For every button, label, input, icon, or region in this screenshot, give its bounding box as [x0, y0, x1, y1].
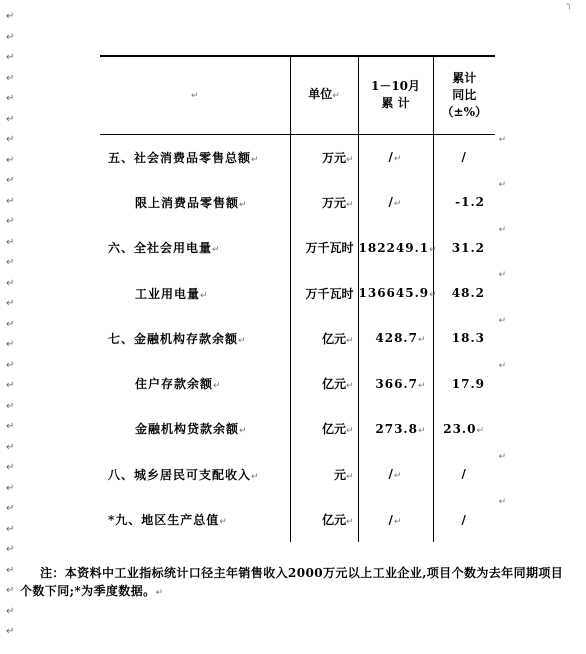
table-row	[100, 406, 495, 451]
row-unit: 万千瓦时	[290, 270, 358, 315]
row-name: 住户存款余额↵	[135, 377, 222, 392]
table-row	[100, 134, 495, 180]
row-name: 八、城乡居民可支配收入↵	[108, 467, 260, 482]
table-row	[100, 361, 495, 406]
table-header-row	[100, 56, 495, 134]
footnote-text: 注：本资料中工业指标统计口径主年销售收入2000万元以上工业企业,项目个数为去年同期项目个数下同;*为季度数据。	[20, 566, 564, 598]
row-cumulative: 366.7↵	[358, 361, 433, 406]
paragraph-mark-icon: ↵	[6, 216, 15, 227]
paragraph-mark-icon: ↵	[6, 482, 15, 494]
row-name: 七、金融机构存款余额↵	[108, 331, 247, 346]
row-unit: 万千瓦时	[290, 225, 358, 270]
row-cumulative: /↵	[358, 180, 433, 225]
table-row	[100, 225, 495, 270]
paragraph-mark-icon: ↵	[6, 31, 15, 43]
header-yoy-line2: 同比	[452, 87, 477, 102]
paragraph-mark-icon: ↵	[6, 544, 15, 555]
paragraph-mark-icon: ↵	[6, 134, 15, 145]
row-unit: 亿元↵	[290, 361, 358, 406]
footnote	[20, 564, 570, 602]
header-item: ↵	[190, 90, 199, 101]
row-yoy: / ↵	[433, 497, 495, 542]
paragraph-mark-icon: ↵	[6, 421, 15, 432]
row-yoy: 18.3 ↵	[433, 316, 495, 361]
row-cumulative: 136645.9↵	[358, 270, 433, 315]
table-row	[100, 270, 495, 315]
header-yoy-line3: （±%）	[441, 104, 487, 119]
paragraph-mark-icon: ↵	[6, 523, 15, 535]
row-unit: 元↵	[290, 452, 358, 497]
row-cumulative: /↵	[358, 134, 433, 180]
header-cumulative-line1: 1－10月	[370, 79, 421, 94]
header-cumulative-line2: 累 计	[381, 96, 410, 111]
paragraph-mark-icon: ↵	[6, 298, 15, 309]
paragraph-mark-icon: ↵	[6, 113, 15, 125]
paragraph-mark-icon: ↵	[6, 318, 15, 330]
paragraph-mark-icon: ↵	[6, 626, 15, 637]
paragraph-mark-icon: ↵	[6, 195, 15, 207]
row-unit: 万元↵	[290, 180, 358, 225]
paragraph-mark-icon: ↵	[6, 11, 15, 22]
row-yoy: / ↵	[433, 134, 495, 180]
table-row	[100, 180, 495, 225]
row-yoy: -1.2 ↵	[433, 180, 495, 225]
row-yoy: / ↵	[433, 452, 495, 497]
paragraph-mark-icon: ↵	[6, 72, 15, 84]
row-yoy: 17.9 ↵	[433, 361, 495, 406]
paragraph-mark-icon: ↵	[6, 236, 15, 248]
row-name: 六、全社会用电量↵	[108, 241, 221, 256]
row-cumulative: 273.8↵	[358, 406, 433, 451]
paragraph-mark-icon: ↵	[6, 441, 15, 453]
paragraph-mark-icon: ↵	[6, 339, 15, 350]
table-row	[100, 316, 495, 361]
header-unit: 单位↵	[290, 56, 358, 134]
paragraph-mark-icon: ↵	[155, 588, 164, 598]
row-unit: 亿元↵	[290, 316, 358, 361]
page-corner-mark: ╮	[566, 0, 572, 10]
table-row	[100, 497, 495, 542]
paragraph-mark-icon: ↵	[6, 52, 15, 63]
paragraph-mark-icon: ↵	[6, 175, 15, 186]
row-name: 限上消费品零售额↵	[135, 195, 248, 210]
paragraph-mark-icon: ↵	[6, 257, 15, 268]
header-yoy-line1: 累计	[452, 70, 477, 85]
paragraph-mark-icon: ↵	[6, 585, 15, 596]
paragraph-mark-icon: ↵	[6, 503, 15, 514]
paragraph-mark-icon: ↵	[6, 277, 15, 289]
paragraph-mark-icon: ↵	[6, 564, 15, 576]
row-unit: 亿元↵	[290, 497, 358, 542]
paragraph-mark-icon: ↵	[6, 605, 15, 617]
table-row	[100, 452, 495, 497]
header-yoy	[433, 56, 495, 134]
row-yoy: 31.2 ↵	[433, 225, 495, 270]
row-name: 五、社会消费品零售总额↵	[108, 150, 260, 165]
paragraph-mark-icon: ↵	[6, 359, 15, 371]
paragraph-mark-icon: ↵	[6, 93, 15, 104]
row-cumulative: 428.7↵	[358, 316, 433, 361]
row-unit: 万元↵	[290, 134, 358, 180]
row-cumulative: 182249.1↵	[358, 225, 433, 270]
row-cumulative: /↵	[358, 497, 433, 542]
paragraph-mark-icon: ↵	[6, 154, 15, 166]
row-yoy: 23.0↵	[433, 406, 495, 451]
row-name: 金融机构贷款余额↵	[135, 422, 248, 437]
paragraph-mark-icon: ↵	[6, 380, 15, 391]
row-cumulative: /↵	[358, 452, 433, 497]
header-cumulative	[358, 56, 433, 134]
row-name: *九、地区生产总值↵	[108, 513, 228, 528]
paragraph-marks-column	[6, 12, 18, 648]
paragraph-mark-icon: ↵	[6, 462, 15, 473]
statistics-table	[100, 55, 507, 542]
row-yoy: 48.2 ↵	[433, 270, 495, 315]
row-name: 工业用电量↵	[135, 286, 209, 301]
row-unit: 亿元↵	[290, 406, 358, 451]
paragraph-mark-icon: ↵	[6, 400, 15, 412]
